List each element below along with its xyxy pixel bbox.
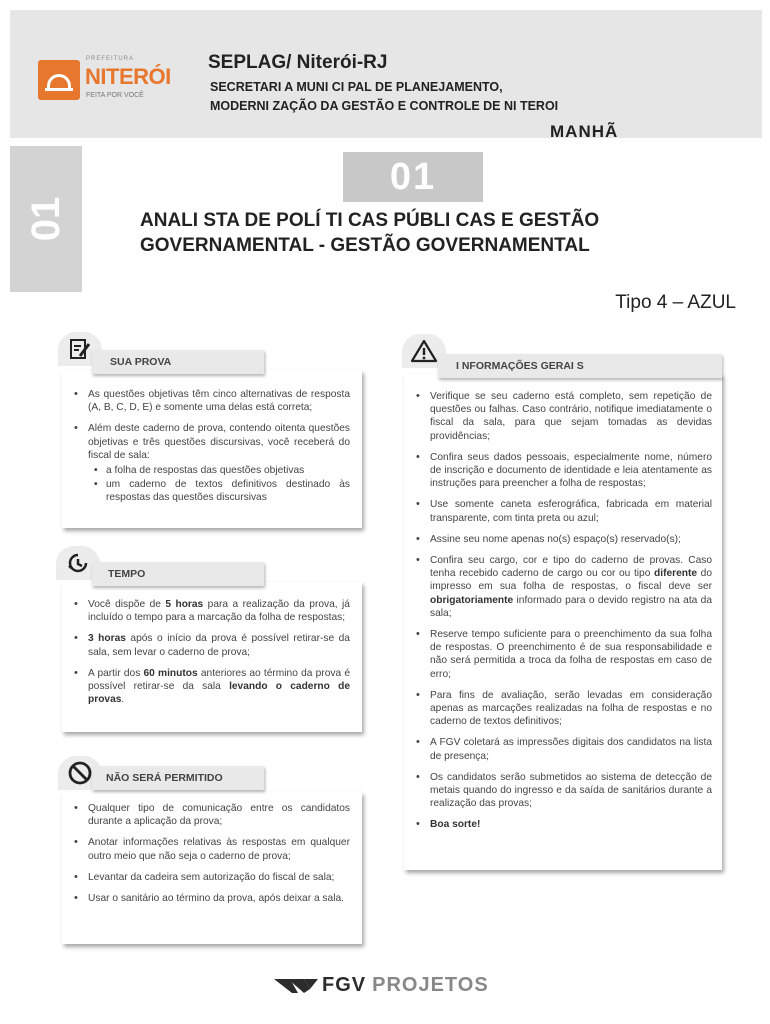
job-title xyxy=(140,208,740,258)
informacoes-gerais-list xyxy=(414,390,712,840)
list-item xyxy=(414,554,712,620)
secretariat-name xyxy=(210,78,558,116)
bold-span: diferente xyxy=(654,568,698,580)
text-span: informado para o devido registro na ata da sala; xyxy=(430,594,712,619)
list-item xyxy=(72,632,350,658)
text-span: após o início da prova é possível retirar-se da sala, sem levar o caderno de prova; xyxy=(88,633,350,658)
sua-prova-list xyxy=(72,388,350,513)
tempo-heading: TEMPO xyxy=(92,562,264,586)
side-number-tab xyxy=(10,146,82,292)
secretariat-line-1: SECRETARI A MUNI CI PAL DE PLANEJAMENTO, xyxy=(210,80,503,94)
secretariat-line-2: MODERNI ZAÇÃO DA GESTÃO E CONTROLE DE NI TEROI xyxy=(210,99,559,113)
text-span: A partir dos xyxy=(88,667,144,679)
footer-projetos: PROJETOS xyxy=(372,974,489,996)
nao-permitido-list xyxy=(72,802,350,913)
list-item: • Anotar informações relativas às respostas em qualquer outro meio que não seja o caderno de prova; xyxy=(72,836,350,862)
bold-span: 60 minutos xyxy=(143,667,198,679)
nao-permitido-heading: NÃO SERÁ PERMITIDO xyxy=(92,766,264,790)
sua-prova-heading: SUA PROVA xyxy=(92,350,264,374)
list-item: • Reserve tempo suficiente para o preenchimento da sua folha de respostas. O preenchimento é de sua responsabilidade e não será permitida a troca da folha de respostas em caso de erro; xyxy=(414,628,712,681)
list-item: • As questões objetivas têm cinco alternativas de resposta (A, B, C, D, E) e somente uma delas está correta; xyxy=(72,388,350,414)
logo-emblem-icon xyxy=(38,60,80,100)
booklet-number: 01 xyxy=(343,152,483,202)
list-item: • Qualquer tipo de comunicação entre os candidatos durante a aplicação da prova; xyxy=(72,802,350,828)
list-item: • Verifique se seu caderno está completo, sem repetição de questões ou falhas. Caso contrário, notifique imediatamente o fiscal da sala, para que sejam tomadas as devidas providências; xyxy=(414,390,712,443)
text-span: . xyxy=(121,694,125,706)
list-item: • Usar o sanitário ao término da prova, após deixar a sala. xyxy=(72,892,350,905)
bold-span: Boa sorte! xyxy=(430,819,481,831)
sub-list-item: • um caderno de textos definitivos destinado às respostas das questões discursivas xyxy=(88,478,350,504)
list-item xyxy=(414,818,712,831)
list-item-text: Além deste caderno de prova, contendo oitenta questões objetivas e três questões discursivas, você receberá do fiscal de sala: xyxy=(88,423,350,461)
list-item: • Levantar da cadeira sem autorização do fiscal de sala; xyxy=(72,871,350,884)
fgv-wing-icon xyxy=(274,977,318,995)
job-title-line-2: GOVERNAMENTAL - GESTÃO GOVERNAMENTAL xyxy=(140,235,590,256)
prefeitura-niteroi-logo xyxy=(38,52,188,104)
text-span: anteriores ao término da prova é possível retirar-se da sala xyxy=(88,667,350,693)
list-item xyxy=(72,422,350,504)
booklet-type: Tipo 4 – AZUL xyxy=(615,292,736,313)
bold-span: 3 horas xyxy=(88,633,126,645)
exam-shift: MANHÃ xyxy=(550,122,619,141)
text-span: Você dispõe de xyxy=(88,599,166,610)
sub-list-item: • a folha de respostas das questões objetivas xyxy=(88,464,350,477)
fgv-projetos-logo xyxy=(274,974,489,997)
informacoes-gerais-heading: I NFORMAÇÕES GERAI S xyxy=(438,354,722,378)
header-band xyxy=(10,10,762,141)
bold-span: levando o caderno de provas xyxy=(88,681,350,706)
sub-list xyxy=(88,464,350,505)
side-number: 01 xyxy=(23,196,68,242)
list-item: • Assine seu nome apenas no(s) espaço(s) reservado(s); xyxy=(414,533,712,546)
logo-name: NITERÓI xyxy=(85,64,171,89)
list-item xyxy=(72,667,350,707)
list-item: • Os candidatos serão submetidos ao sistema de detecção de metais quando do ingresso e da saída de sanitários durante a realização das provas; xyxy=(414,771,712,811)
list-item xyxy=(72,598,350,624)
text-span: do impresso em sua folha de respostas, o fiscal deve ser xyxy=(430,568,712,593)
list-item: • Para fins de avaliação, serão levadas em consideração apenas as marcações realizadas na folha de respostas e no caderno de textos definitivos; xyxy=(414,689,712,729)
bold-span: 5 horas xyxy=(165,599,204,610)
list-item: • Confira seus dados pessoais, especialmente nome, número de inscrição e documento de identidade e leia atentamente as instruções para preencher a folha de respostas; xyxy=(414,451,712,491)
logo-tagline: FEITA POR VOCÊ xyxy=(86,92,144,99)
exam-organization-title: SEPLAG/ Niterói-RJ xyxy=(208,52,388,73)
list-item: • Use somente caneta esferográfica, fabricada em material transparente, com tinta preta ou azul; xyxy=(414,498,712,524)
logo-prefix: PREFEITURA xyxy=(86,56,135,62)
text-span: para a realização da prova, já incluído o tempo para a marcação da folha de respostas; xyxy=(88,599,350,624)
text-span: Confira seu cargo, cor e tipo do caderno de provas. Caso tenha recebido caderno de cargo ou cor ou tipo xyxy=(430,555,712,580)
job-title-line-1: ANALI STA DE POLÍ TI CAS PÚBLI CAS E GESTÃO xyxy=(140,210,600,231)
tempo-list xyxy=(72,598,350,714)
list-item: • A FGV coletará as impressões digitais dos candidatos na lista de presença; xyxy=(414,736,712,762)
bold-span: obrigatoriamente xyxy=(430,594,514,606)
footer-fgv: FGV xyxy=(322,974,367,996)
